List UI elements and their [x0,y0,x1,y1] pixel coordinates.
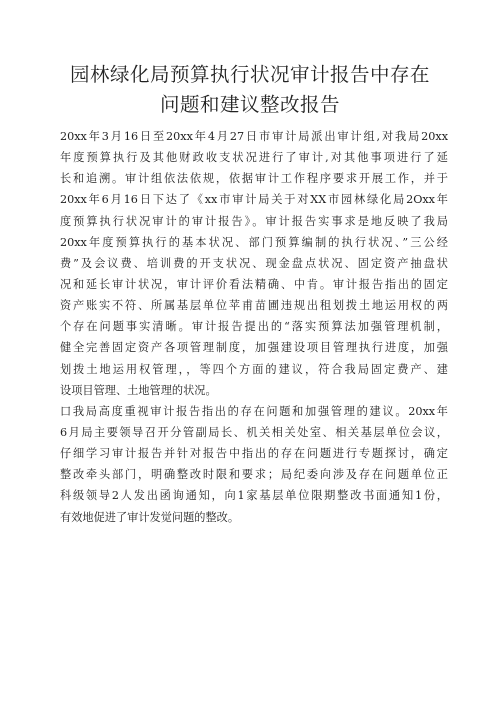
paragraph-1-line: 20xx年度预算执行的基本状况、部门预算编制的执行状况、”三公经 [60,235,448,249]
document-body [60,126,448,528]
paragraph-1-line: 设项目管理、土地管理的状况。 [60,383,217,397]
paragraph-1-line: 况和延长审计状况，审计评价看法精确、中肯。审计报告指出的固定 [60,277,448,291]
paragraph-2-line: 仔细学习审计报告并针对报告中指出的存在问题进行专题探讨，确定 [60,447,448,461]
document-title-line-2: 问题和建议整改报告 [159,93,340,116]
paragraph-1-line: 健全完善固定资产各项管理制度，加强建设项目管理执行进度，加强 [60,341,448,355]
document-title-line-1: 园林绿化局预算执行状况审计报告中存在 [69,63,430,86]
paragraph-2-line: 整改牵头部门，明确整改时限和要求；局纪委向涉及存在问题单位正 [60,468,448,482]
paragraph-1-line: 费”及会议费、培训费的开支状况、现金盘点状况、固定资产抽盘状 [60,256,448,270]
paragraph-1-line: 20xx年3月16日至20xx年4月27日市审计局派出审计组,对我局20xx [60,130,448,143]
paragraph-1-line: 长和追溯。审计组依法依规，依据审计工作程序要求开展工作，并于 [60,172,448,186]
paragraph-1-line: 资产账实不符、所属基层单位苹甫苗圃违规出租划拨土地运用权的两 [60,299,448,313]
paragraph-2-line: 有效地促进了审计发觉问题的整改。 [60,510,240,524]
paragraph-1-line: 个存在问题事实清晰。审计报告提出的“落实预算法加强管理机制， [60,320,448,334]
paragraph-1-line: 年度预算执行及其他财政收支状况进行了审计,对其他事项进行了延 [60,151,448,165]
paragraph-2-line: 科级领导2人发出函询通知，向1家基层单位限期整改书面通知1份， [60,489,448,503]
paragraph-2-line: 6月局主要领导召开分管副局长、机关相关处室、相关基层单位会议， [60,425,448,439]
paragraph-1-line: 划拨土地运用权管理，，等四个方面的建议，符合我局固定费产、建 [60,362,448,376]
paragraph-2-line: 口我局高度重视审计报告指出的存在问题和加强管理的建议。20xx年 [60,404,448,418]
paragraph-1-line: 20xx年6月16日下达了《xx市审计局关于对XX市园林绿化局2Oxx年 [60,193,448,207]
paragraph-1-line: 度预算执行状况审计的审计报告》。审计报告实事求是地反映了我局 [60,214,448,228]
